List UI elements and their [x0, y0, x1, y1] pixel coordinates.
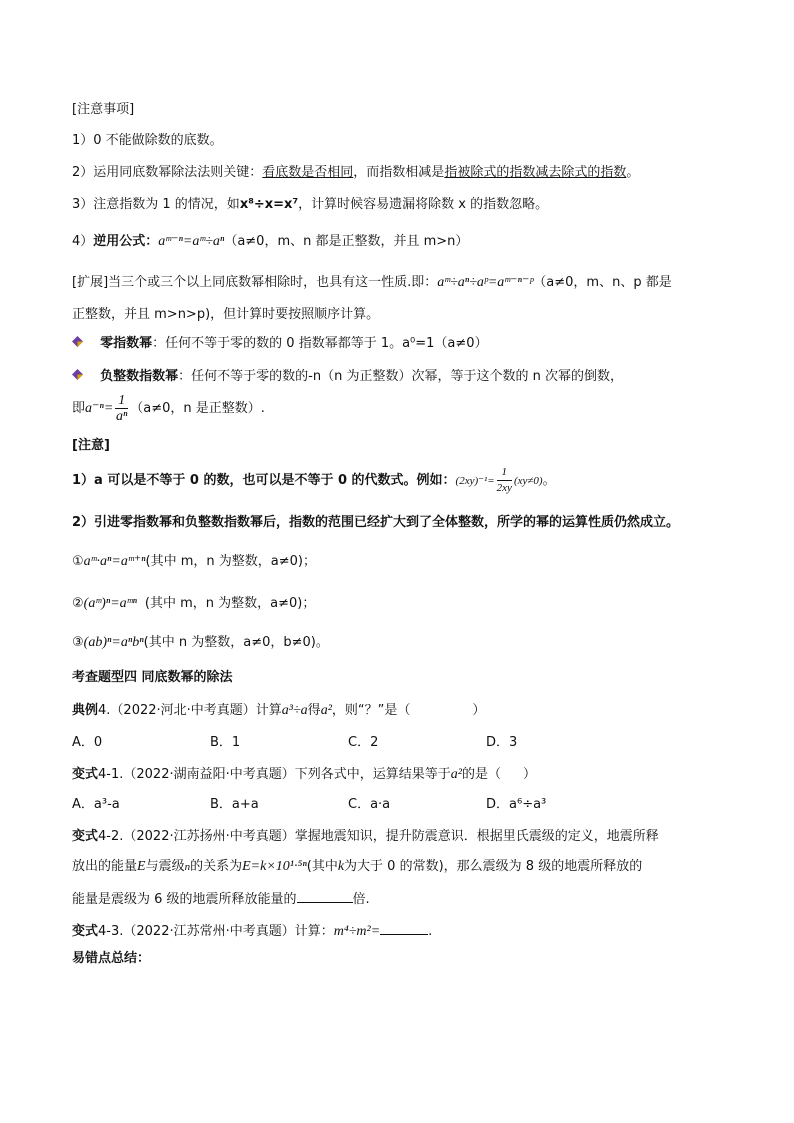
attention-p1-text: 1）a 可以是不等于 0 的数，也可以是不等于 0 的代数式。例如： — [72, 473, 456, 488]
negative-power-title: 负整数指数幂 — [100, 369, 179, 384]
rule-3 — [72, 634, 329, 652]
option-c: C．a·a — [348, 797, 391, 812]
attention-p1 — [72, 464, 556, 498]
variant-label: 变式 — [72, 767, 99, 782]
answer-blank[interactable] — [380, 920, 428, 935]
extension-cond: （a≠0，m、n、p 都是 — [533, 275, 672, 290]
variant-4-2-text-a: 放出的能量 — [72, 859, 138, 874]
note-2-text-b: ，而指数相减是 — [353, 165, 445, 180]
zero-power-text: ：任何不等于零的数的 0 指数幂都等于 1。a⁰=1（a≠0） — [152, 336, 488, 351]
variant-4-3-end: . — [428, 924, 433, 939]
option-b: B．a+a — [210, 797, 259, 812]
rule-1-formula: aᵐ·aⁿ=aᵐ⁺ⁿ — [83, 554, 146, 569]
error-summary-label: 易错点总结： — [72, 951, 151, 966]
note-3 — [72, 196, 548, 214]
attention-header: [注意] — [72, 438, 110, 453]
example-4-result: a² — [320, 703, 332, 718]
example-4-stem — [72, 702, 485, 720]
rule-1-num: ① — [72, 554, 84, 569]
rule-1-text: (其中 m，n 为整数，a≠0)； — [145, 554, 316, 569]
rule-1 — [72, 553, 316, 571]
note-3-formula: x⁸÷x=x⁷ — [239, 197, 299, 212]
negative-power-prefix: 即 — [72, 401, 86, 416]
attention-p2: 2）引进零指数幂和负整数指数幂后，指数的范围已经扩大到了全体整数，所学的幂的运算性质仍然成立。 — [72, 515, 680, 530]
note-2-underline-2: 指被除式的指数减去除式的指数 — [444, 165, 627, 180]
answer-blank[interactable] — [297, 888, 353, 903]
variant-4-2-formula: E=k×10¹·⁵ⁿ — [242, 859, 307, 874]
fraction-numerator: 1 — [115, 393, 128, 409]
negative-power-lhs: a⁻ⁿ= — [85, 401, 114, 416]
option-d: D．a⁶÷a³ — [486, 797, 547, 812]
note-4-bold: 逆用公式： — [93, 234, 159, 249]
negative-power-formula-line — [72, 392, 265, 426]
variant-4-1-close: ） — [522, 767, 536, 782]
variant-4-2-text-b: 与震级 — [145, 859, 185, 874]
variant-4-2-line-1 — [72, 828, 659, 846]
attention-p1-end: 。 — [542, 473, 556, 488]
variant-4-3-text: 4-3.（2022·江苏常州·中考真题）计算： — [98, 924, 334, 939]
variant-4-1-target: a² — [450, 767, 462, 782]
variant-4-1-text: 4-1.（2022·湖南益阳·中考真题）下列各式中，运算结果等于 — [98, 767, 451, 782]
rule-3-formula: (ab)ⁿ=aⁿbⁿ — [83, 635, 144, 650]
example-4-text-c: ，则“？”是（ — [331, 703, 411, 718]
rule-3-num: ③ — [72, 635, 84, 650]
variant-4-2-line-2 — [72, 858, 642, 876]
negative-power-text: ：任何不等于零的数的-n（n 为正整数）次幂，等于这个数的 n 次幂的倒数， — [178, 369, 623, 384]
rule-3-text: (其中 n 为整数，a≠0，b≠0)。 — [143, 635, 329, 650]
variant-4-2-k: k — [337, 859, 345, 874]
variant-4-3-stem — [72, 920, 432, 941]
variant-4-2-text-d: (其中 — [306, 859, 338, 874]
rule-2-formula: (aᵐ)ⁿ=aᵐⁿ — [83, 596, 137, 611]
negative-power-cond: （a≠0，n 是正整数）. — [130, 401, 265, 416]
diamond-bullet-icon — [72, 335, 86, 353]
variant-4-2-text: 4-2.（2022·江苏扬州·中考真题）掌握地震知识，提升防震意识．根据里氏震级的定义，地震所释 — [98, 829, 659, 844]
variant-4-2-text-e: 为大于 0 的常数)，那么震级为 8 级的地震所释放的 — [344, 859, 643, 874]
note-1: 1）0 不能做除数的底数。 — [72, 133, 223, 148]
zero-power-title: 零指数幂 — [100, 336, 153, 351]
example-4-text: 4.（2022·河北·中考真题）计算 — [98, 703, 282, 718]
negative-power-line — [72, 368, 623, 386]
rule-2-text: (其中 m，n 为整数，a≠0)； — [144, 596, 316, 611]
option-b: B．1 — [210, 735, 241, 750]
section-title: 考查题型四 同底数幂的除法 — [72, 670, 233, 685]
note-4-formula: aᵐ⁻ⁿ=aᵐ÷aⁿ — [158, 234, 225, 249]
example-label: 典例 — [72, 703, 99, 718]
fraction-denominator: 2xy — [496, 482, 512, 494]
variant-4-2-text-f: 能量是震级为 6 级的地震所释放能量的 — [72, 892, 297, 907]
negative-power-fraction — [115, 393, 128, 424]
note-2 — [72, 164, 639, 182]
note-2-text: 2）运用同底数幂除法法则关键： — [72, 165, 263, 180]
fraction-denominator: aⁿ — [116, 409, 128, 424]
option-a: A．0 — [72, 735, 103, 750]
example-4-text-b: 得 — [307, 703, 321, 718]
variant-4-1-text-b: 的是（ — [461, 767, 501, 782]
variant-label: 变式 — [72, 924, 99, 939]
attention-p1-cond: (xy≠0) — [513, 475, 543, 487]
example-4-close: ） — [472, 703, 486, 718]
note-3-text: 3）注意指数为 1 的情况，如 — [72, 197, 240, 212]
option-a: A．a³-a — [72, 797, 120, 812]
option-c: C．2 — [348, 735, 379, 750]
rule-2-num: ② — [72, 596, 84, 611]
rule-2 — [72, 595, 315, 613]
extension-formula: aᵐ÷aⁿ÷aᵖ=aᵐ⁻ⁿ⁻ᵖ — [437, 275, 534, 290]
extension-line-1 — [72, 274, 672, 292]
variant-4-2-text-g: 倍. — [352, 892, 370, 907]
variant-4-2-text-c: 的关系为 — [190, 859, 243, 874]
note-2-end: 。 — [626, 165, 640, 180]
variant-4-2-n: n — [184, 861, 191, 873]
diamond-bullet-icon — [72, 368, 86, 386]
note-4-num: 4） — [72, 234, 94, 249]
extension-line-2: 正整数，并且 m>n>p)，但计算时要按照顺序计算。 — [72, 307, 380, 322]
option-d: D．3 — [486, 735, 518, 750]
note-4 — [72, 233, 468, 251]
zero-power-line — [72, 335, 488, 353]
variant-4-3-formula: m⁴÷m²= — [333, 924, 381, 939]
fraction-numerator: 1 — [497, 465, 512, 481]
extension-text: [扩展]当三个或三个以上同底数幂相除时，也具有这一性质.即： — [72, 275, 438, 290]
attention-p1-fraction — [497, 465, 512, 496]
note-4-cond: （a≠0，m、n 都是正整数，并且 m>n） — [224, 234, 469, 249]
notes-header: [注意事项] — [72, 102, 135, 117]
note-2-underline-1: 看底数是否相同 — [262, 165, 354, 180]
variant-label: 变式 — [72, 829, 99, 844]
variant-4-2-line-3 — [72, 888, 370, 909]
variant-4-2-E: E — [137, 859, 146, 874]
note-3-text-b: ，计算时候容易遗漏将除数 x 的指数忽略。 — [298, 197, 549, 212]
attention-p1-lhs: (2xy)⁻¹= — [455, 475, 495, 487]
variant-4-1-stem — [72, 766, 536, 784]
example-4-formula: a³÷a — [281, 703, 308, 718]
